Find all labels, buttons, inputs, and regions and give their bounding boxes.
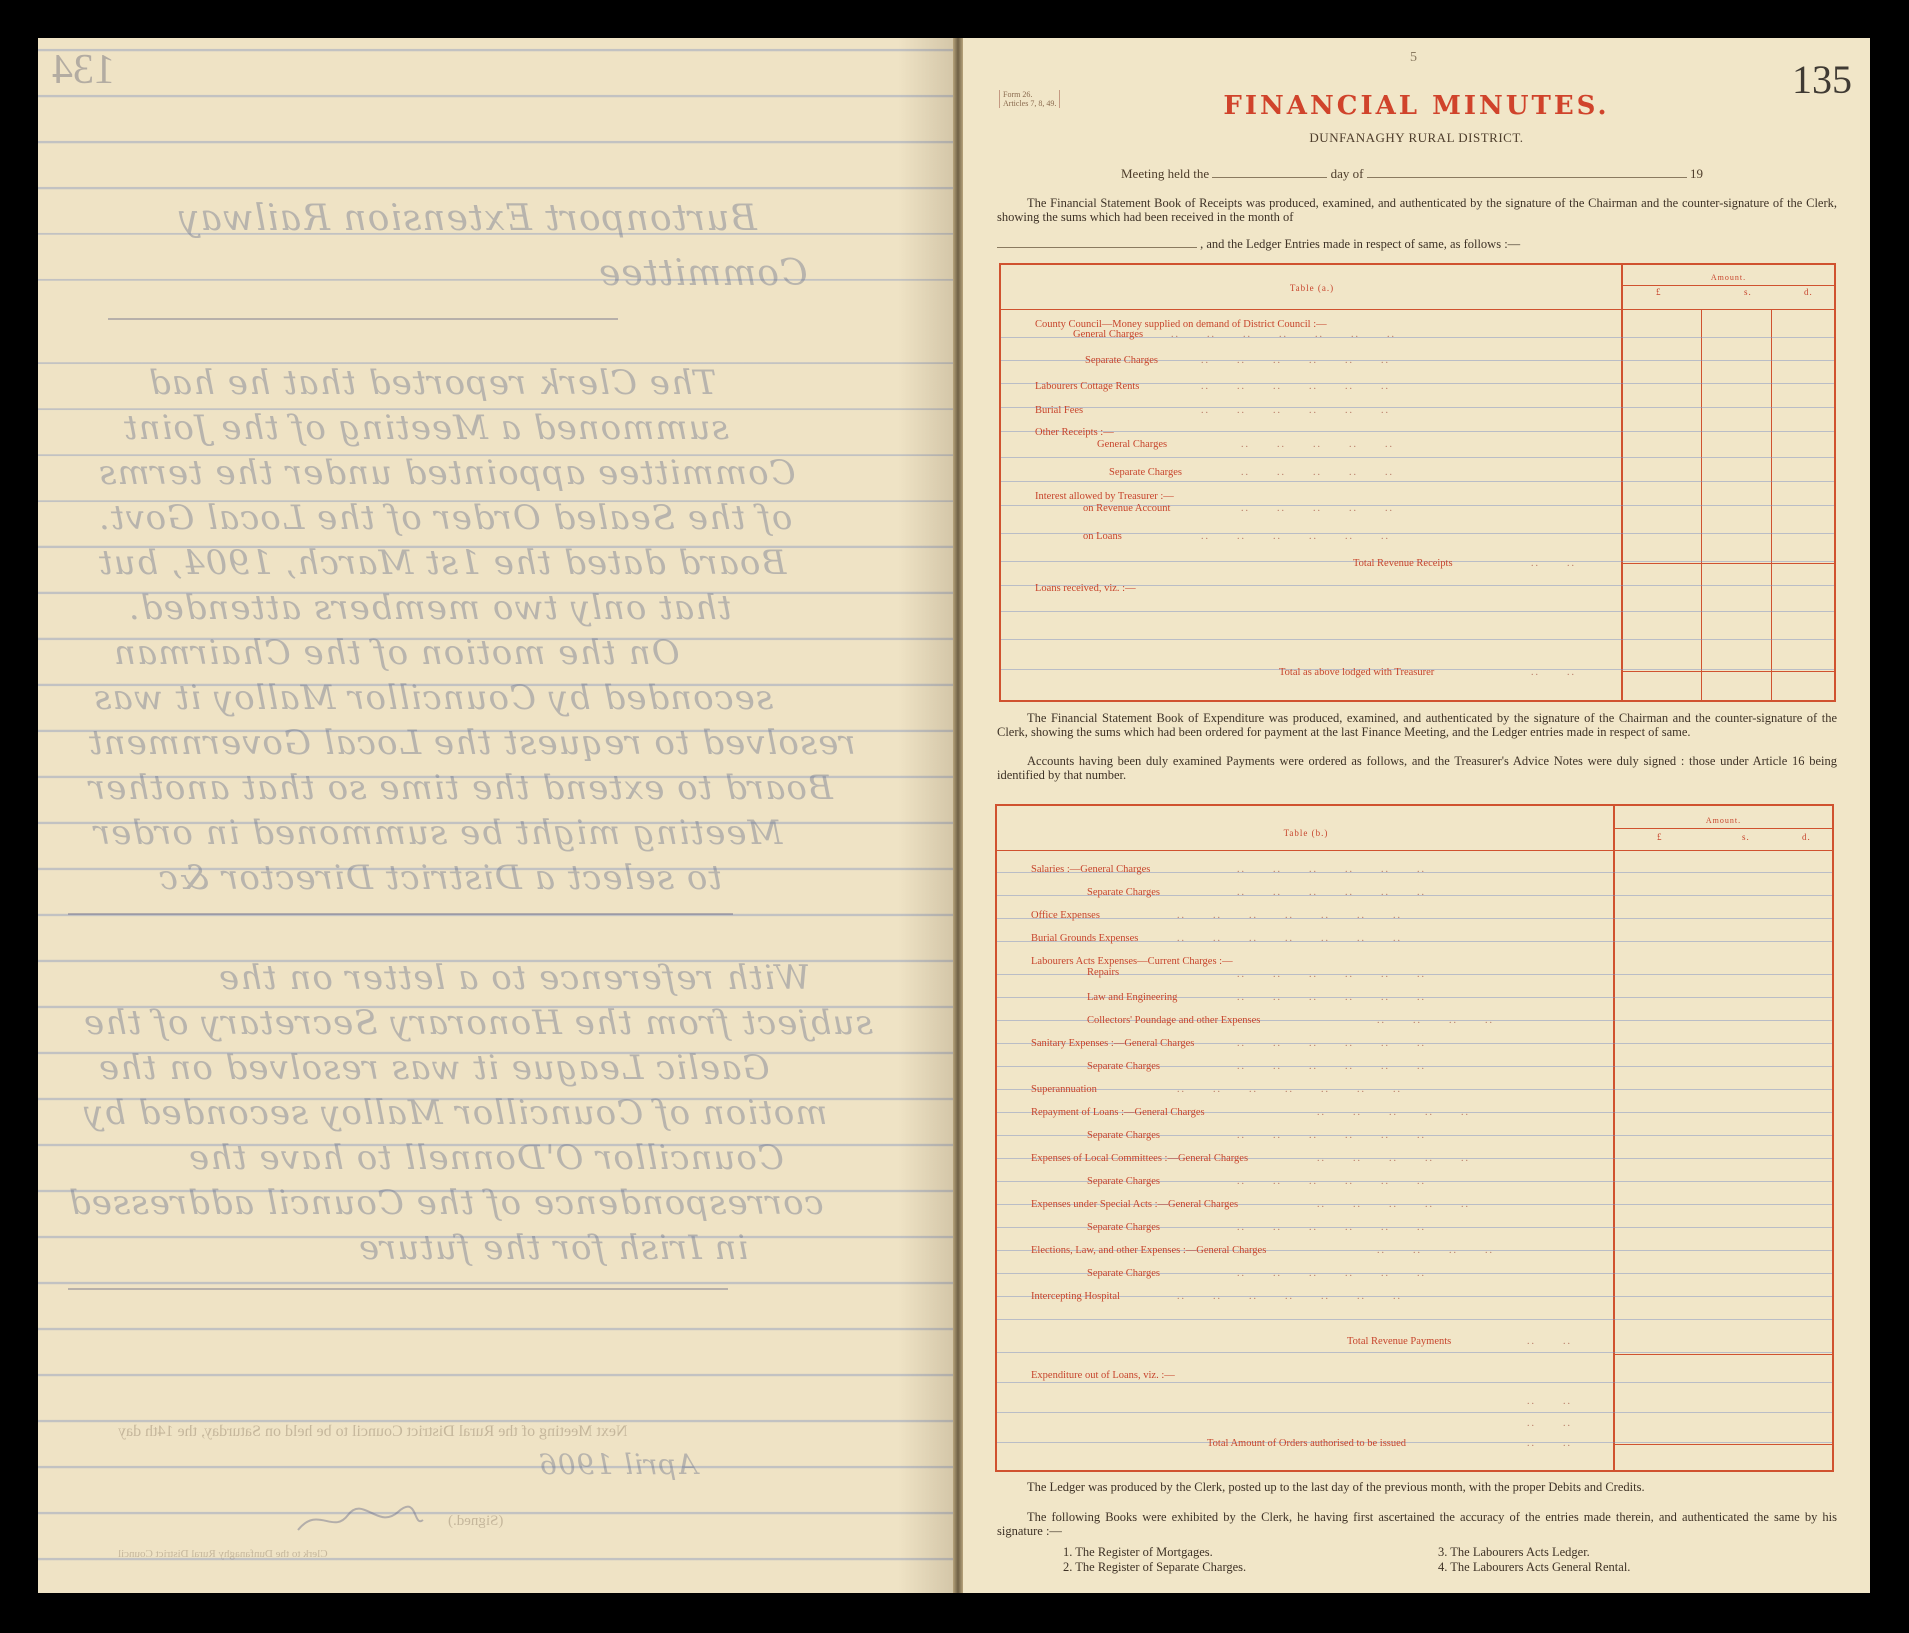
leader-dots: .. .. .. .. ..: [1241, 439, 1394, 450]
meeting-year: 19: [1689, 166, 1703, 181]
amount-header: Amount.: [1710, 273, 1747, 282]
table-row: Labourers Acts Expenses—Current Charges :—: [1031, 956, 1233, 967]
left-page: [38, 38, 953, 1593]
meeting-middle: day of: [1330, 166, 1364, 181]
table-row: Total as above lodged with Treasurer: [1279, 667, 1435, 678]
table-row: Collectors' Poundage and other Expenses: [1087, 1015, 1261, 1026]
table-row: on Loans: [1083, 531, 1122, 542]
shillings-header: s.: [1742, 832, 1750, 842]
mirrored-next-meeting-month: April 1906: [538, 1448, 698, 1481]
table-b-title: Table (b.): [1283, 828, 1329, 838]
mirrored-text-line: seconded by Councillor Malloy it was: [93, 678, 774, 718]
leader-dots: .. .. .. .. .. ..: [1201, 355, 1390, 366]
meeting-line: [1121, 166, 1703, 182]
book-list-item: 3. The Labourers Acts Ledger.: [1438, 1545, 1590, 1559]
leader-dots: .. .. .. .. .. ..: [1237, 887, 1426, 898]
table-row: Separate Charges: [1087, 1268, 1160, 1279]
mirrored-clerk-line: Clerk to the Dunfanaghy Rural District Council: [118, 1548, 328, 1560]
accounts-paragraph: Accounts having been duly examined Payments were ordered as follows, and the Treasurer's Advice Notes were duly signed : those under Article 16 being identified by that number.: [997, 754, 1837, 782]
table-row: Separate Charges: [1109, 467, 1182, 478]
leader-dots: .. ..: [1531, 667, 1576, 678]
table-row: Separate Charges: [1087, 887, 1160, 898]
leader-dots: .. ..: [1527, 1396, 1572, 1407]
table-row: Repayment of Loans :—General Charges: [1031, 1107, 1205, 1118]
ghost-divider: [68, 913, 733, 915]
table-a: [999, 263, 1836, 702]
shillings-header: s.: [1744, 287, 1752, 297]
mirrored-text-line: in Irish for the future: [358, 1228, 749, 1268]
mirrored-text-line: summoned a Meeting of the Joint: [123, 408, 729, 448]
table-row: Intercepting Hospital: [1031, 1291, 1120, 1302]
mirrored-text-line: With reference to a letter on the: [218, 958, 811, 998]
table-row: Separate Charges: [1087, 1222, 1160, 1233]
mirrored-text-line: The Clerk reported that he had: [148, 363, 717, 403]
mirrored-text-line: correspondence of the Council addressed: [68, 1183, 824, 1223]
book-gutter: [953, 38, 963, 1593]
leader-dots: .. .. .. .. .. .. ..: [1177, 910, 1402, 921]
table-row: General Charges: [1097, 439, 1168, 450]
receipts-month-blank: [997, 237, 1197, 248]
pounds-header: £: [1656, 287, 1662, 297]
table-row: Burial Fees: [1035, 405, 1084, 416]
table-row: Office Expenses: [1031, 910, 1100, 921]
leader-dots: .. .. .. .. ..: [1317, 1153, 1470, 1164]
table-row: Loans received, viz. :—: [1035, 583, 1136, 594]
book-list-item: 4. The Labourers Acts General Rental.: [1438, 1560, 1631, 1574]
table-row: on Revenue Account: [1083, 503, 1171, 514]
receipts-end-text: , and the Ledger Entries made in respect of same, as follows :—: [1200, 237, 1521, 251]
leader-dots: .. .. .. .. .. .. ..: [1177, 1291, 1402, 1302]
table-b: [995, 804, 1834, 1472]
mirrored-text-line: Gaelic League it was resolved on the: [98, 1048, 770, 1088]
meeting-day-blank: [1212, 167, 1327, 178]
leader-dots: .. .. .. .. .. ..: [1237, 969, 1426, 980]
receipts-paragraph: The Financial Statement Book of Receipts was produced, examined, and authenticated by the signature of the Chairman and the counter-signature of the Clerk, showing the sums which had been received in the month of: [997, 196, 1837, 224]
leader-dots: .. ..: [1527, 1418, 1572, 1429]
leader-dots: .. .. .. .. .. ..: [1237, 1176, 1426, 1187]
mirrored-heading-line: Burtonport Extension Railway: [178, 198, 757, 239]
leader-dots: .. .. .. .. ..: [1317, 1199, 1470, 1210]
leader-dots: .. .. .. .. ..: [1317, 1107, 1470, 1118]
table-row: Total Amount of Orders authorised to be issued: [1207, 1438, 1407, 1449]
table-row: Separate Charges: [1087, 1061, 1160, 1072]
mirrored-text-line: of the Sealed Order of the Local Govt.: [98, 498, 793, 538]
mirrored-text-line: Board dated the 1st March, 1904, but: [98, 543, 787, 583]
ledger-paragraph: The Ledger was produced by the Clerk, posted up to the last day of the previous month, with the proper Debits and Credits.: [1027, 1480, 1645, 1494]
table-row: Sanitary Expenses :—General Charges: [1031, 1038, 1195, 1049]
leader-dots: .. .. .. .. .. ..: [1237, 992, 1426, 1003]
leader-dots: .. ..: [1527, 1336, 1572, 1347]
leader-dots: .. .. .. ..: [1377, 1015, 1494, 1026]
leader-dots: .. ..: [1527, 1438, 1572, 1449]
leader-dots: .. ..: [1531, 558, 1576, 569]
table-row: Burial Grounds Expenses: [1031, 933, 1139, 944]
book-list-item: 1. The Register of Mortgages.: [1063, 1545, 1213, 1559]
table-row: Labourers Cottage Rents: [1035, 381, 1140, 392]
amount-header: Amount.: [1705, 816, 1742, 825]
leader-dots: .. .. .. .. .. ..: [1201, 531, 1390, 542]
mirrored-signature: [288, 1500, 428, 1540]
table-row: Interest allowed by Treasurer :—: [1035, 491, 1174, 502]
table-row: Separate Charges: [1087, 1176, 1160, 1187]
table-row: Expenses under Special Acts :—General Charges: [1031, 1199, 1239, 1210]
mirrored-text-line: Meeting might be summoned in order: [93, 813, 783, 853]
table-row: Superannuation: [1031, 1084, 1097, 1095]
mirrored-text-line: that only two members attended.: [128, 588, 732, 628]
leader-dots: .. .. .. .. .. ..: [1237, 1130, 1426, 1141]
open-minute-book: [38, 38, 1870, 1593]
leader-dots: .. .. .. ..: [1377, 1245, 1494, 1256]
mirrored-text-line: On the motion of the Chairman: [113, 633, 680, 673]
mirrored-next-meeting: Next Meeting of the Rural District Council to be held on Saturday, the 14th day: [118, 1423, 628, 1440]
ghost-divider: [108, 318, 618, 320]
table-row: General Charges: [1073, 329, 1144, 340]
leader-dots: .. .. .. .. .. .. ..: [1177, 933, 1402, 944]
leader-dots: .. .. .. .. .. ..: [1237, 1038, 1426, 1049]
table-row: Separate Charges: [1085, 355, 1158, 366]
page-shadow: [898, 38, 953, 1593]
table-row: Expenditure out of Loans, viz. :—: [1031, 1370, 1175, 1381]
leader-dots: .. .. .. .. .. ..: [1201, 381, 1390, 392]
leader-dots: .. .. .. .. ..: [1241, 467, 1394, 478]
table-row: Elections, Law, and other Expenses :—General Charges: [1031, 1245, 1267, 1256]
mirrored-signed-label: (Signed.): [448, 1513, 504, 1529]
book-list-item: 2. The Register of Separate Charges.: [1063, 1560, 1247, 1574]
right-page: [963, 38, 1870, 1593]
table-row: Law and Engineering: [1087, 992, 1178, 1003]
form-articles: Articles 7, 8, 49.: [1003, 99, 1057, 108]
page-number: 135: [1792, 57, 1852, 102]
page-title: FINANCIAL MINUTES.: [1223, 91, 1610, 121]
mirrored-heading-line: Committee: [598, 253, 808, 294]
mirrored-text-line: Board to extend the time so that another: [88, 768, 833, 808]
mirrored-text-line: resolved to request the Local Government: [88, 723, 856, 763]
top-number: 5: [1410, 50, 1417, 65]
receipts-paragraph-end: [997, 237, 1520, 252]
pounds-header: £: [1657, 832, 1663, 842]
ghost-divider: [68, 1288, 728, 1290]
books-paragraph: The following Books were exhibited by the Clerk, he having first ascertained the accuracy of the entries made therein, and authenticated the same by his signature :—: [997, 1510, 1837, 1538]
table-a-title: Table (a.): [1289, 283, 1335, 293]
pence-header: d.: [1804, 287, 1813, 297]
leader-dots: .. .. .. .. .. ..: [1201, 405, 1390, 416]
leader-dots: .. .. .. .. ..: [1241, 503, 1394, 514]
leader-dots: .. .. .. .. .. ..: [1237, 1268, 1426, 1279]
mirrored-text-line: Committee appointed under the terms: [98, 453, 796, 493]
table-row: Repairs: [1087, 967, 1120, 978]
table-row: Total Revenue Receipts: [1353, 558, 1453, 569]
expenditure-paragraph: The Financial Statement Book of Expenditure was produced, examined, and authenticated by the signature of the Chairman and the counter-signature of the Clerk, showing the sums which had been ordered for payment at the last Finance Meeting, and the Ledger entries made in respect of same.: [997, 711, 1837, 739]
mirrored-text-line: to select a District Director &c: [158, 858, 723, 898]
leader-dots: .. .. .. .. .. ..: [1237, 1061, 1426, 1072]
mirrored-text-line: motion of Councillor Malloy seconded by: [83, 1093, 828, 1133]
page-subtitle: DUNFANAGHY RURAL DISTRICT.: [1309, 130, 1524, 145]
meeting-month-blank: [1367, 167, 1687, 178]
leader-dots: .. .. .. .. .. .. ..: [1171, 329, 1396, 340]
meeting-prefix: Meeting held the: [1121, 166, 1210, 181]
table-row: Expenses of Local Committees :—General Charges: [1031, 1153, 1249, 1164]
table-row: Separate Charges: [1087, 1130, 1160, 1141]
leader-dots: .. .. .. .. .. ..: [1237, 864, 1426, 875]
mirrored-page-number: 134: [52, 47, 115, 93]
pence-header: d.: [1802, 832, 1811, 842]
table-row: Total Revenue Payments: [1347, 1336, 1452, 1347]
table-row: County Council—Money supplied on demand of District Council :—: [1035, 319, 1327, 330]
mirrored-text-line: Councillor O'Donnell to have the: [188, 1138, 784, 1178]
mirrored-text-line: subject from the Honorary Secretary of the: [83, 1003, 873, 1043]
leader-dots: .. .. .. .. .. ..: [1237, 1222, 1426, 1233]
form-number: Form 26.: [1003, 90, 1033, 99]
table-row: Other Receipts :—: [1035, 427, 1114, 438]
table-row: Salaries :—General Charges: [1031, 864, 1151, 875]
leader-dots: .. .. .. .. .. .. ..: [1177, 1084, 1402, 1095]
